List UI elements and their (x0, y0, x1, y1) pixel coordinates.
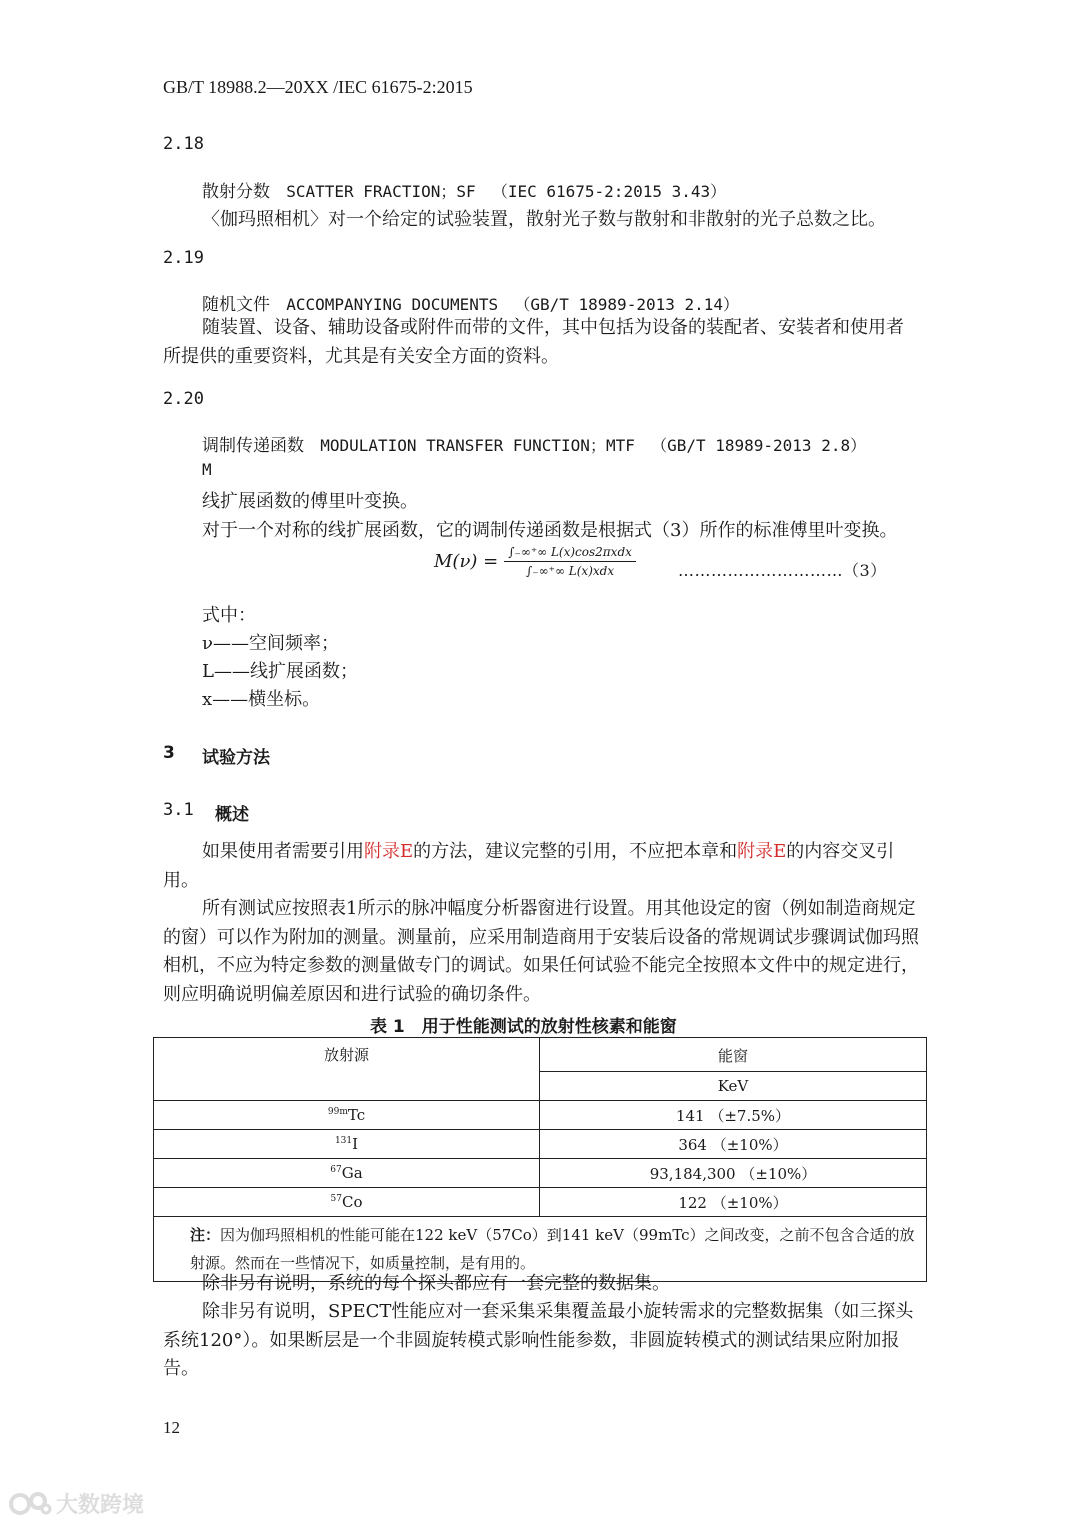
window-cell: 93,184,300 （±10%） (540, 1159, 927, 1188)
formula-lhs: M(ν) = (434, 551, 499, 572)
term-reference: （GB/T 18989-2013 2.8） (651, 436, 867, 455)
nuclide-cell: $^{99m}$Tc (154, 1101, 540, 1130)
term-heading (202, 431, 866, 456)
term-reference: （IEC 61675-2:2015 3.43） (491, 182, 727, 201)
table-row (154, 1130, 927, 1159)
term-chinese: 调制传递函数 (202, 436, 304, 456)
term-heading (202, 290, 739, 315)
formula-numerator: ∫₋∞⁺∞ L(x)cos2πxdx (504, 545, 636, 562)
paragraph: 所有测试应按照表1所示的脉冲幅度分析器窗进行设置。用其他设定的窗（例如制造商规定的窗）可以作为附加的测量。测量前，应采用制造商用于安装后设备的常规调试步骤调试伽玛照相机，不应为特定参数的测量做专门的调试。如果任何试验不能完全按照本文件中的规定进行，则应明确说明偏差原因和进行试验的确切条件。 (163, 898, 919, 1005)
clause-number: 2.18 (163, 134, 204, 154)
term-symbol: M (202, 460, 212, 479)
nuclide-cell: $^{57}$Co (154, 1188, 540, 1217)
clause-number: 2.19 (163, 248, 204, 268)
term-reference: （GB/T 18989-2013 2.14） (514, 295, 740, 314)
subsection-number: 3.1 (163, 800, 194, 820)
term-english: SCATTER FRACTION；SF (286, 182, 476, 201)
formula-fraction (504, 545, 636, 578)
watermark (8, 1488, 144, 1519)
term-definition: 随装置、设备、辅助设备或附件而带的文件，其中包括为设备的装配者、安装者和使用者所提供的重要资料，尤其是有关安全方面的资料。 (163, 317, 904, 367)
where-item: x——横坐标。 (202, 689, 321, 710)
note-label: 注： (190, 1226, 221, 1244)
paragraph: 除非另有说明，SPECT性能应对一套采集采集覆盖最小旋转需求的完整数据集（如三探头系统120°）。如果断层是一个非圆旋转模式影响性能参数，非圆旋转模式的测试结果应附加报告。 (163, 1301, 914, 1379)
window-cell: 364 （±10%） (540, 1130, 927, 1159)
table-row (154, 1188, 927, 1217)
table-row (154, 1159, 927, 1188)
where-item: ν——空间频率； (202, 633, 339, 654)
table-header-window: 能窗 (540, 1038, 927, 1072)
where-title: 式中： (202, 605, 256, 626)
term-heading (202, 177, 726, 202)
table-header-source: 放射源 (154, 1038, 540, 1101)
nuclide-table (153, 1037, 927, 1282)
paragraph: 如果使用者需要引用附录E的方法，建议完整的引用，不应把本章和附录E的内容交叉引用。 (163, 841, 895, 891)
term-chinese: 散射分数 (202, 182, 270, 202)
term-definition-2: 对于一个对称的线扩展函数，它的调制传递函数是根据式（3）所作的标准傅里叶变换。 (202, 520, 898, 541)
table-header-unit: KeV (540, 1071, 927, 1100)
window-cell: 141 （±7.5%） (540, 1101, 927, 1130)
annex-e-link[interactable]: 附录E (364, 841, 414, 862)
page-number: 12 (163, 1418, 180, 1437)
document-header: GB/T 18988.2—20XX /IEC 61675-2:2015 (163, 77, 473, 97)
term-chinese: 随机文件 (202, 295, 270, 315)
annex-e-link[interactable]: 附录E (737, 841, 787, 862)
term-definition: 〈伽玛照相机〉对一个给定的试验装置，散射光子数与散射和非散射的光子总数之比。 (202, 209, 886, 230)
nuclide-cell: $^{67}$Ga (154, 1159, 540, 1188)
formula-denominator: ∫₋∞⁺∞ L(x)xdx (526, 564, 615, 578)
watermark-text: 大数跨境 (56, 1493, 145, 1518)
nuclide-cell: $^{131}$I (154, 1130, 540, 1159)
equation-number: …………………………（3） (678, 561, 887, 580)
watermark-logo-icon (8, 1489, 52, 1519)
subsection-title: 概述 (215, 805, 249, 825)
section-title: 试验方法 (202, 748, 270, 768)
where-item: L——线扩展函数； (202, 661, 358, 682)
window-cell: 122 （±10%） (540, 1188, 927, 1217)
paragraph: 除非另有说明，系统的每个探头都应有一套完整的数据集。 (202, 1273, 670, 1294)
table-row (154, 1101, 927, 1130)
note-text: 因为伽玛照相机的性能可能在122 keV（57Co）到141 keV（99mTc）之间改变，之前不包含合适的放射源。然而在一些情况下，如质量控制，是有用的。 (190, 1226, 915, 1272)
clause-number: 2.20 (163, 389, 204, 409)
table-caption: 表 1 用于性能测试的放射性核素和能窗 (370, 1017, 677, 1037)
mtf-formula (434, 545, 636, 578)
term-english: ACCOMPANYING DOCUMENTS (286, 295, 499, 314)
section-number: 3 (163, 743, 175, 763)
term-english: MODULATION TRANSFER FUNCTION；MTF (320, 436, 635, 455)
term-definition: 线扩展函数的傅里叶变换。 (202, 491, 418, 512)
